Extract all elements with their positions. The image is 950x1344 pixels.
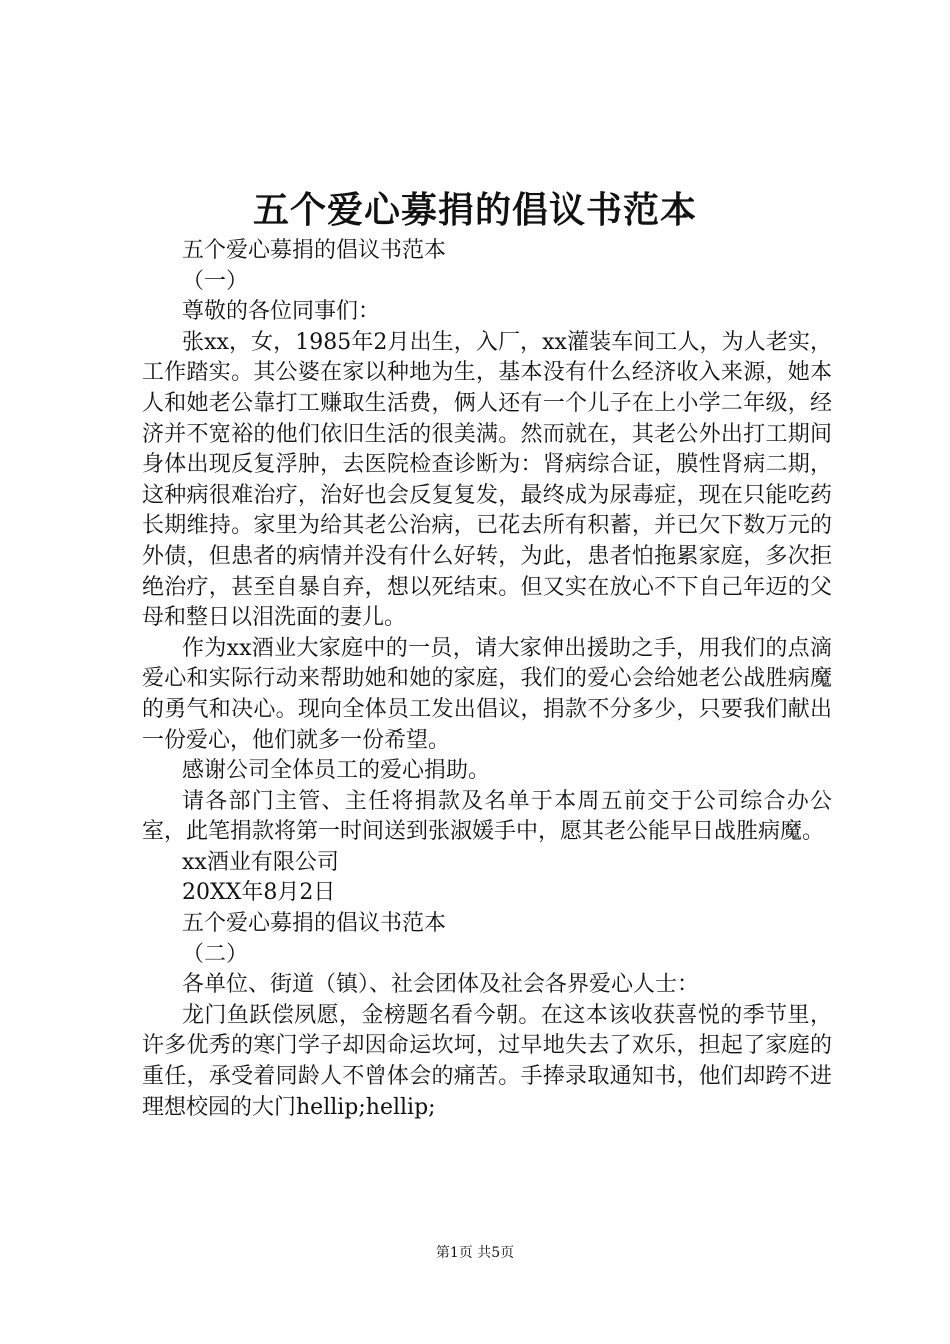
salutation-2: 各单位、街道（镇）、社会团体及社会各界爱心人士： <box>182 972 700 998</box>
salutation-1: 尊敬的各位同事们： <box>182 299 381 325</box>
document-title: 五个爱心募捐的倡议书范本 <box>252 189 697 231</box>
section-number-2: （二） <box>182 941 249 967</box>
signature-date: 20XX年8月2日 <box>182 880 336 906</box>
body-paragraph: 龙门鱼跃偿夙愿，金榜题名看今朝。在这本该收获喜悦的季节里，许多优秀的寒门学子却因命运坎坷，过早地失去了欢乐，担起了家庭的重任，承受着同龄人不曾体会的痛苦。手捧录取通知书，他们却跨不进理想校园的大门hellip;hellip; <box>142 1002 832 1120</box>
page-footer: 第1页 共5页 <box>435 1245 515 1261</box>
body-paragraph: 张xx，女，1985年2月出生，入厂，xx灌装车间工人，为人老实，工作踏实。其公婆在家以种地为生，基本没有什么经济收入来源，她本人和她老公靠打工赚取生活费，俩人还有一个儿子在上小学二年级，经济并不宽裕的他们依旧生活的很美满。然而就在，其老公外出打工期间身体出现反复浮肿，去医院检查诊断为：肾病综合证，膜性肾病二期，这种病很难治疗，治好也会反复复发，最终成为尿毒症，现在只能吃药长期维持。家里为给其老公治病，已花去所有积蓄，并已欠下数万元的外债，但患者的病情并没有什么好转，为此，患者怕拖累家庭，多次拒绝治疗，甚至自暴自弃，想以死结束。但又实在放心不下自己年迈的父母和整日以泪洗面的妻儿。 <box>142 329 832 631</box>
subtitle-paragraph: 五个爱心募捐的倡议书范本 <box>182 238 447 263</box>
subtitle-paragraph: 五个爱心募捐的倡议书范本 <box>182 911 447 937</box>
section-number-1: （一） <box>182 268 249 294</box>
body-paragraph: 感谢公司全体员工的爱心捐助。 <box>182 758 491 784</box>
signature-company: xx酒业有限公司 <box>182 849 339 875</box>
body-paragraph: 请各部门主管、主任将捐款及名单于本周五前交于公司综合办公室，此笔捐款将第一时间送到张淑媛手中，愿其老公能早日战胜病魔。 <box>142 788 832 845</box>
document-body <box>142 236 832 1123</box>
body-paragraph: 作为xx酒业大家庭中的一员，请大家伸出援助之手，用我们的点滴爱心和实际行动来帮助她和她的家庭，我们的爱心会给她老公战胜病魔的勇气和决心。现向全体员工发出倡议，捐款不分多少，只要我们献出一份爱心，他们就多一份希望。 <box>142 635 832 753</box>
